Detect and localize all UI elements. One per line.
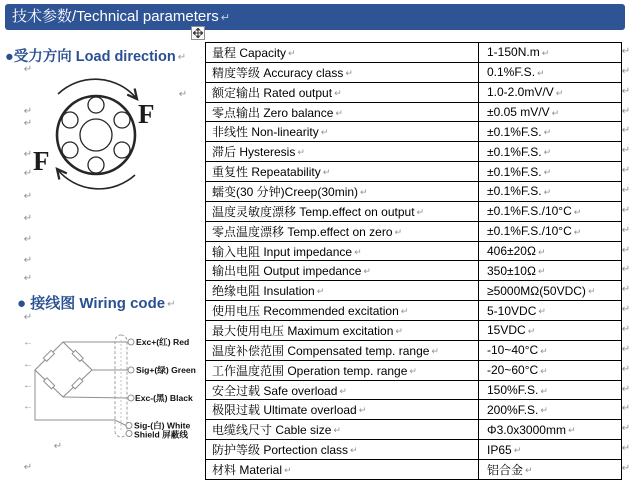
cell-end-mark: ↵: [527, 325, 536, 336]
param-value-cell[interactable]: ±0.1%F.S./10°C ↵: [487, 204, 582, 219]
row-end-mark: ↵: [621, 105, 631, 117]
bolt-hole: [88, 97, 104, 113]
param-value-cell[interactable]: ±0.1%F.S. ↵: [487, 164, 552, 179]
cell-end-mark: ↵: [297, 147, 305, 158]
param-value-cell[interactable]: 406±20Ω ↵: [487, 244, 546, 259]
param-value-cell[interactable]: 铝合金 ↵: [487, 462, 533, 477]
param-label-cell[interactable]: 使用电压 Recommended excitation ↵: [206, 301, 479, 320]
load-direction-heading-text: ●受力方向 Load direction: [5, 49, 176, 65]
table-row: [206, 242, 621, 262]
row-end-mark: ↵: [621, 184, 631, 196]
wire-label-sig-minus: Sig-(白) White: [134, 420, 191, 431]
table-move-handle[interactable]: [191, 26, 205, 40]
cell-end-mark: ↵: [537, 266, 546, 277]
table-row: [206, 460, 621, 479]
cell-end-mark: ↵: [358, 405, 367, 416]
param-label-cell[interactable]: 精度等级 Accuracy class ↵: [206, 63, 479, 82]
param-value-cell[interactable]: ±0.1%F.S. ↵: [487, 184, 552, 199]
cell-end-mark: ↵: [567, 425, 576, 436]
cell-end-mark: ↵: [540, 385, 548, 396]
table-row: [206, 122, 621, 142]
cell-end-mark: ↵: [316, 286, 325, 297]
load-direction-diagram[interactable]: [25, 78, 188, 200]
cell-end-mark: ↵: [284, 464, 292, 475]
cell-end-mark: ↵: [409, 365, 417, 376]
cell-end-mark: ↵: [360, 186, 368, 197]
cell-end-mark: ↵: [333, 425, 341, 436]
paragraph-mark: ↵: [178, 89, 188, 100]
wiring-code-heading-text: ● 接线图 Wiring code: [17, 295, 166, 312]
row-end-mark: ↵: [621, 165, 631, 177]
param-label-cell[interactable]: 量程 Capacity ↵: [206, 43, 479, 62]
table-row: [206, 381, 621, 401]
param-label-cell[interactable]: 绝缘电阻 Insulation ↵: [206, 281, 479, 300]
param-value-cell[interactable]: 200%F.S. ↵: [487, 402, 548, 417]
param-label-cell[interactable]: 工作温度范围 Operation temp. range ↵: [206, 361, 479, 380]
param-label-cell[interactable]: 材料 Material ↵: [206, 460, 479, 479]
bolt-hole: [62, 112, 78, 128]
cell-end-mark: ↵: [288, 47, 296, 58]
param-label-cell[interactable]: 重复性 Repeatability ↵: [206, 162, 479, 181]
cell-end-mark: ↵: [345, 67, 353, 78]
wire-label-shield: Shield 屏蔽线: [134, 429, 188, 440]
param-label-cell[interactable]: 滞后 Hysteresis ↵: [206, 142, 479, 161]
wire-label-exc-plus: Exc+(红) Red: [136, 337, 190, 347]
cell-end-mark: ↵: [334, 87, 342, 98]
table-row: [206, 440, 621, 460]
table-row: [206, 420, 621, 440]
row-end-mark: ↵: [621, 343, 631, 355]
cell-end-mark: ↵: [551, 107, 560, 118]
param-value-cell[interactable]: 1-150N.m ↵: [487, 45, 550, 60]
cell-end-mark: ↵: [573, 206, 582, 217]
cell-end-mark: ↵: [350, 445, 358, 456]
param-value-cell[interactable]: 0.1%F.S. ↵: [487, 65, 545, 80]
table-row: [206, 341, 621, 361]
cell-end-mark: ↵: [339, 385, 347, 396]
row-end-mark: ↵: [621, 264, 631, 276]
bridge-wiring-drawing: [20, 332, 210, 444]
table-row: [206, 162, 621, 182]
cell-end-mark: ↵: [513, 445, 522, 456]
flange-center-hole: [80, 119, 112, 151]
paragraph-mark: ↵: [177, 52, 187, 63]
param-label-cell[interactable]: 零点温度漂移 Temp.effect on zero ↵: [206, 222, 479, 241]
paragraph-mark: ↵: [23, 462, 33, 473]
param-value-cell[interactable]: -20~60°C ↵: [487, 363, 548, 378]
cell-end-mark: ↵: [573, 226, 582, 237]
row-end-mark: ↵: [621, 443, 631, 455]
table-row: [206, 222, 621, 242]
table-row: [206, 83, 621, 103]
row-end-mark: ↵: [621, 125, 631, 137]
cell-end-mark: ↵: [363, 266, 371, 277]
paragraph-mark: ↵: [23, 255, 33, 266]
cell-end-mark: ↵: [335, 107, 343, 118]
cell-end-mark: ↵: [537, 246, 546, 257]
linebreak-mark: ←: [23, 359, 33, 370]
bolt-hole: [114, 142, 130, 158]
param-value-cell[interactable]: 15VDC ↵: [487, 323, 536, 338]
param-label-cell[interactable]: 温度灵敏度漂移 Temp.effect on output ↵: [206, 202, 479, 221]
bolt-hole: [88, 157, 104, 173]
param-value-cell[interactable]: 5-10VDC ↵: [487, 303, 546, 318]
cell-end-mark: ↵: [543, 186, 552, 197]
cell-end-mark: ↵: [416, 206, 425, 217]
param-value-cell[interactable]: IP65 ↵: [487, 442, 522, 457]
param-value-cell[interactable]: ≥5000MΩ(50VDC) ↵: [487, 283, 596, 298]
cell-end-mark: ↵: [538, 306, 546, 317]
param-label-cell[interactable]: 非线性 Non-linearity ↵: [206, 122, 479, 141]
bolt-hole: [114, 112, 130, 128]
row-end-mark: ↵: [621, 284, 631, 296]
row-end-mark: ↵: [621, 423, 631, 435]
param-value-cell[interactable]: Φ3.0x3000mm ↵: [487, 422, 576, 437]
parameters-table[interactable]: [205, 42, 622, 480]
row-end-mark: ↵: [621, 304, 631, 316]
table-row: [206, 43, 621, 63]
paragraph-mark: ↵: [167, 299, 176, 310]
cell-end-mark: ↵: [540, 405, 548, 416]
param-label-cell[interactable]: 电缆线尺寸 Cable size ↵: [206, 420, 479, 439]
param-value-cell[interactable]: ±0.1%F.S. ↵: [487, 124, 552, 139]
table-row: [206, 321, 621, 341]
wire-label-sig-plus: Sig+(绿) Green: [136, 365, 196, 375]
cell-end-mark: ↵: [587, 286, 596, 297]
title-bar[interactable]: [5, 4, 625, 30]
paragraph-mark: ↵: [23, 118, 33, 129]
cell-end-mark: ↵: [555, 87, 564, 98]
cell-end-mark: ↵: [394, 226, 403, 237]
cell-end-mark: ↵: [322, 167, 331, 178]
row-end-mark: ↵: [621, 204, 631, 216]
param-value-cell[interactable]: -10~40°C ↵: [487, 343, 548, 358]
paragraph-mark: ↵: [23, 106, 33, 117]
row-end-mark: ↵: [621, 85, 631, 97]
flange-torque-drawing: [25, 78, 188, 195]
paragraph-mark: ↵: [23, 234, 33, 245]
cell-end-mark: ↵: [400, 306, 409, 317]
param-label-cell[interactable]: 安全过载 Safe overload ↵: [206, 381, 479, 400]
row-end-mark: ↵: [621, 383, 631, 395]
param-label-cell[interactable]: 温度补偿范围 Compensated temp. range ↵: [206, 341, 479, 360]
row-end-mark: ↵: [621, 145, 631, 157]
wiring-code-heading[interactable]: [17, 292, 176, 313]
cell-end-mark: ↵: [320, 127, 329, 138]
paragraph-mark: ↵: [23, 273, 33, 284]
param-label-cell[interactable]: 蠕变(30 分钟)Creep(30min) ↵: [206, 182, 479, 201]
table-row: [206, 301, 621, 321]
paragraph-mark: ↵: [23, 168, 33, 179]
table-row: [206, 400, 621, 420]
table-row: [206, 281, 621, 301]
row-end-mark: ↵: [621, 463, 631, 475]
force-label-left: F: [33, 146, 50, 176]
row-end-mark: ↵: [621, 45, 631, 57]
paragraph-mark: ↵: [53, 441, 63, 452]
row-end-mark: ↵: [621, 244, 631, 256]
paragraph-mark: ↵: [23, 312, 33, 323]
wire-label-exc-minus: Exc-(黑) Black: [135, 393, 193, 403]
param-label-cell[interactable]: 最大使用电压 Maximum excitation ↵: [206, 321, 479, 340]
row-end-mark: ↵: [621, 324, 631, 336]
bolt-hole: [62, 142, 78, 158]
flange-outline: [57, 96, 135, 174]
paragraph-mark: ↵: [23, 213, 33, 224]
param-value-cell[interactable]: ±0.1%F.S./10°C ↵: [487, 224, 582, 239]
param-label-cell[interactable]: 输出电阻 Output impedance ↵: [206, 261, 479, 280]
paragraph-mark: ↵: [23, 191, 33, 202]
linebreak-mark: ←: [23, 380, 33, 391]
bridge-diamond: [35, 342, 92, 397]
cell-end-mark: ↵: [541, 47, 550, 58]
param-label-cell[interactable]: 极限过载 Ultimate overload ↵: [206, 400, 479, 419]
linebreak-mark: ←: [23, 401, 33, 412]
paragraph-mark: ↵: [220, 12, 230, 24]
page-title: 技术参数/Technical parameters: [12, 8, 219, 25]
param-value-cell[interactable]: ±0.05 mV/V ↵: [487, 105, 560, 119]
param-label-cell[interactable]: 额定输出 Rated output ↵: [206, 83, 479, 102]
param-value-cell[interactable]: 150%F.S. ↵: [487, 383, 548, 398]
cell-end-mark: ↵: [354, 246, 362, 257]
linebreak-mark: ←: [23, 337, 33, 348]
param-label-cell[interactable]: 输入电阻 Input impedance ↵: [206, 242, 479, 261]
table-row: [206, 103, 621, 123]
cell-end-mark: ↵: [540, 365, 548, 376]
cell-end-mark: ↵: [540, 345, 548, 356]
paragraph-mark: ↵: [23, 149, 33, 160]
cell-end-mark: ↵: [543, 127, 552, 138]
cell-end-mark: ↵: [525, 464, 533, 475]
table-row: [206, 142, 621, 162]
table-row: [206, 202, 621, 222]
row-end-mark: ↵: [621, 65, 631, 77]
torque-arrow-bottom: [57, 169, 135, 189]
param-value-cell[interactable]: ±0.1%F.S. ↵: [487, 144, 552, 159]
param-value-cell[interactable]: 350±10Ω ↵: [487, 263, 546, 278]
paragraph-mark: ↵: [23, 64, 33, 75]
strain-gauge-symbols: [43, 350, 83, 389]
table-row: [206, 182, 621, 202]
table-row: [206, 361, 621, 381]
cell-end-mark: ↵: [395, 325, 403, 336]
table-row: [206, 261, 621, 281]
row-end-mark: ↵: [621, 403, 631, 415]
table-row: [206, 63, 621, 83]
cell-end-mark: ↵: [537, 67, 545, 78]
load-direction-heading[interactable]: [5, 45, 186, 66]
param-label-cell[interactable]: 防护等级 Portection class ↵: [206, 440, 479, 459]
row-end-mark: ↵: [621, 224, 631, 236]
force-label-right: F: [138, 99, 155, 129]
cell-end-mark: ↵: [543, 147, 552, 158]
wiring-diagram[interactable]: [20, 332, 210, 449]
param-label-cell[interactable]: 零点输出 Zero balance ↵: [206, 103, 479, 122]
cell-end-mark: ↵: [543, 167, 552, 178]
param-value-cell[interactable]: 1.0-2.0mV/V ↵: [487, 85, 564, 100]
move-cross-icon: [193, 28, 203, 38]
row-end-mark: ↵: [621, 363, 631, 375]
cell-end-mark: ↵: [431, 345, 439, 356]
